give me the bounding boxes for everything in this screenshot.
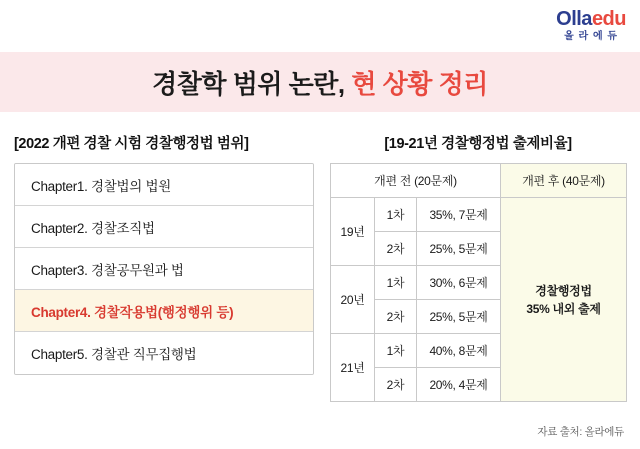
value-cell: 20%, 4문제 [417,368,501,402]
logo-subtitle: 올 라 에 듀 [564,31,619,42]
after-summary-line1: 경찰행정법 [535,283,592,298]
header-before: 개편 전 (20문제) [331,164,501,198]
page-title-part2: 현 상황 정리 [351,68,488,99]
year-cell: 21년 [331,334,375,402]
table-row [331,198,627,232]
year-cell: 19년 [331,198,375,266]
round-cell: 1차 [375,266,417,300]
left-section-heading: [2022 개편 경찰 시험 경찰행정법 범위] [14,136,249,152]
logo-olla-text: Olla [556,8,592,30]
right-column [330,132,626,402]
page-title [152,64,488,101]
chapter-list [14,163,314,375]
value-cell: 40%, 8문제 [417,334,501,368]
page-title-part1: 경찰학 범위 논란, [152,68,352,99]
after-summary-cell [501,198,627,402]
round-cell: 2차 [375,368,417,402]
value-cell: 25%, 5문제 [417,232,501,266]
right-section-heading: [19-21년 경찰행정법 출제비율] [384,136,572,152]
source-note: 자료 출처: 올라에듀 [537,426,624,438]
list-item: Chapter3. 경찰공무원과 법 [15,248,313,290]
round-cell: 2차 [375,300,417,334]
title-banner [0,52,640,112]
ratio-table [330,163,627,402]
value-cell: 25%, 5문제 [417,300,501,334]
list-item: Chapter5. 경찰관 직무집행법 [15,332,313,374]
logo-edu-text: edu [591,8,626,30]
table-header-row [331,164,627,198]
header-after: 개편 후 (40문제) [501,164,627,198]
value-cell: 35%, 7문제 [417,198,501,232]
list-item-highlighted: Chapter4. 경찰작용법(행정행위 등) [15,290,313,332]
brand-logo [556,8,626,42]
logo-wordmark [556,8,626,30]
list-item: Chapter2. 경찰조직법 [15,206,313,248]
round-cell: 2차 [375,232,417,266]
round-cell: 1차 [375,198,417,232]
left-column [14,132,314,375]
year-cell: 20년 [331,266,375,334]
after-summary-line2: 35% 내외 출제 [526,301,601,316]
value-cell: 30%, 6문제 [417,266,501,300]
round-cell: 1차 [375,334,417,368]
list-item: Chapter1. 경찰법의 법원 [15,164,313,206]
